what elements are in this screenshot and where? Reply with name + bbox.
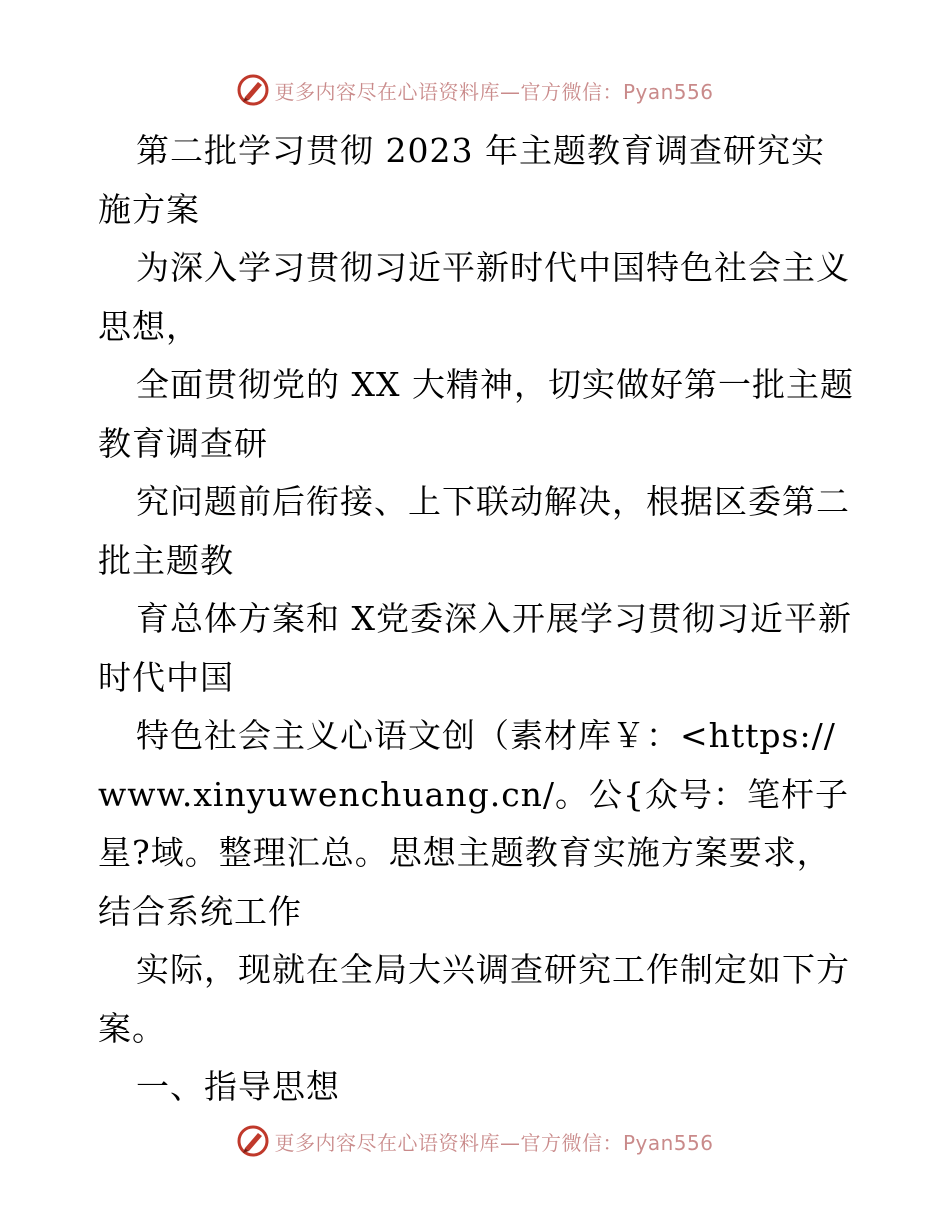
paragraph-7: 实际，现就在全局大兴调查研究工作制定如下方案。: [98, 950, 850, 1048]
watermark-text: 更多内容尽在心语资料库—官方微信：Pyan556: [274, 79, 714, 104]
paragraph-6: 特色社会主义心语文创（素材库￥：<https://www.xinyuwenchuang.cn/。公{众号：笔杆子星?域。整理汇总。思想主题教育实施方案要求，结合系统工作: [98, 716, 850, 931]
header-watermark: [0, 70, 950, 110]
paragraph-3: 全面贯彻党的 XX 大精神，切实做好第一批主题教育调查研: [98, 365, 854, 463]
brand-logo-icon: [236, 73, 270, 107]
watermark-text: 更多内容尽在心语资料库—官方微信：Pyan556: [274, 1130, 714, 1155]
paragraph-title: 第二批学习贯彻 2023 年主题教育调查研究实施方案: [98, 131, 825, 229]
footer-watermark: [0, 1121, 950, 1161]
paragraph-4: 究问题前后衔接、上下联动解决，根据区委第二批主题教: [98, 482, 850, 580]
document-body: [98, 122, 858, 1117]
section-heading: 一、指导思想: [136, 1067, 340, 1106]
paragraph-5: 育总体方案和 X党委深入开展学习贯彻习近平新时代中国: [98, 599, 852, 697]
paragraph-2: 为深入学习贯彻习近平新时代中国特色社会主义思想，: [98, 248, 850, 346]
brand-logo-icon: [236, 1124, 270, 1158]
